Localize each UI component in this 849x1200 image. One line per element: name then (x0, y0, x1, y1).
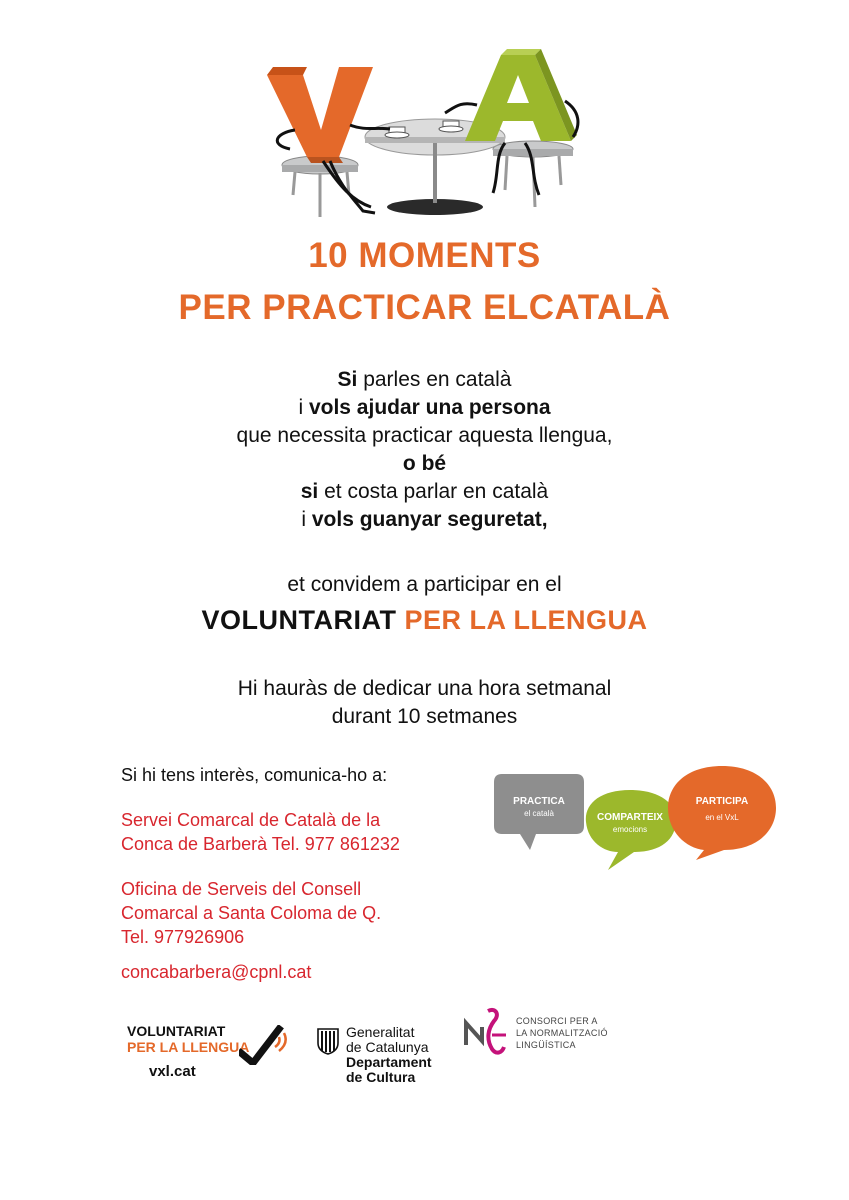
generalitat-line-2: de Catalunya (346, 1039, 429, 1055)
intro-line-5-rest: et costa parlar en català (318, 480, 549, 503)
cpnl-line-3: LINGÜÍSTICA (516, 1040, 576, 1050)
cpnl-text (516, 1015, 608, 1051)
intro-line-6-bold: vols guanyar seguretat, (311, 508, 548, 531)
vxl-check-icon (239, 1025, 289, 1065)
header-illustration (255, 45, 585, 225)
intro-line-6-pre: i (301, 508, 312, 531)
title-line-2: PER PRACTICAR ELCATALÀ (178, 288, 671, 327)
intro-line-4: o bé (402, 452, 447, 475)
vxl-logo-line-1: VOLUNTARIAT (127, 1023, 226, 1039)
intro-line-2-bold: vols ajudar una persona (308, 396, 551, 419)
program-name (0, 605, 849, 636)
speech-bubbles (490, 760, 780, 875)
intro-line-1-rest: parles en català (357, 368, 512, 391)
bubble-participa (668, 766, 776, 860)
program-name-part-1: VOLUNTARIAT (201, 605, 397, 635)
contact-org-1-line-1: Servei Comarcal de Català de la (121, 810, 381, 830)
generalitat-shield-icon (316, 1027, 340, 1055)
cpnl-mark-icon (462, 1005, 512, 1063)
bubble-comparteix-sub: emocions (612, 825, 648, 834)
contact-org-2-line-1: Oficina de Serveis del Consell (121, 879, 362, 899)
title-line-1: 10 MOMENTS (308, 236, 541, 275)
contact-org-2-line-3: Tel. 977926906 (121, 927, 245, 947)
commitment-block (0, 675, 849, 731)
bubble-comparteix (586, 790, 676, 870)
cpnl-logo (462, 1005, 612, 1065)
contact-org-2 (121, 877, 381, 949)
commitment-line-1: Hi hauràs de dedicar una hora setmanal (237, 677, 612, 700)
generalitat-line-1: Generalitat (346, 1024, 415, 1040)
generalitat-line-4: de Cultura (346, 1069, 416, 1085)
commitment-line-2: durant 10 setmanes (331, 705, 518, 728)
contact-org-2-line-2: Comarcal a Santa Coloma de Q. (121, 903, 382, 923)
contact-intro: Si hi tens interès, comunica-ho a: (121, 765, 388, 785)
intro-line-1 (0, 366, 849, 394)
intro-line-2-pre: i (298, 396, 309, 419)
intro-line-2 (0, 394, 849, 422)
intro-line-3: que necessita practicar aquesta llengua, (236, 424, 613, 447)
vxl-logo (127, 1023, 297, 1085)
bubble-participa-title: PARTICIPA (695, 796, 749, 807)
bubble-comparteix-title: COMPARTEIX (597, 812, 663, 823)
generalitat-logo (316, 1025, 456, 1089)
vxl-logo-line-2: PER LA LLENGUA (127, 1039, 250, 1055)
intro-block (0, 366, 849, 534)
intro-line-6 (0, 506, 849, 534)
contact-org-1-line-2: Conca de Barberà Tel. 977 861232 (121, 834, 400, 854)
bubble-practica-sub: el català (524, 809, 554, 818)
left-stool (282, 156, 358, 217)
bubble-participa-sub: en el VxL (705, 813, 739, 822)
intro-line-5-bold: si (300, 480, 319, 503)
program-name-part-2: PER LA LLENGUA (404, 605, 648, 635)
bubble-practica (494, 774, 584, 850)
intro-line-1-bold: Si (337, 368, 358, 391)
generalitat-text (346, 1025, 432, 1085)
contact-email: concabarbera@cpnl.cat (121, 962, 312, 982)
invite-text: et convidem a participar en el (287, 573, 562, 596)
bubble-practica-title: PRACTICA (513, 796, 565, 807)
contact-org-1 (121, 808, 400, 856)
cpnl-line-2: LA NORMALITZACIÓ (516, 1028, 608, 1038)
vxl-logo-site: vxl.cat (149, 1063, 196, 1080)
generalitat-line-3: Departament (346, 1054, 432, 1070)
cpnl-line-1: CONSORCI PER A (516, 1016, 598, 1026)
intro-line-5 (0, 478, 849, 506)
